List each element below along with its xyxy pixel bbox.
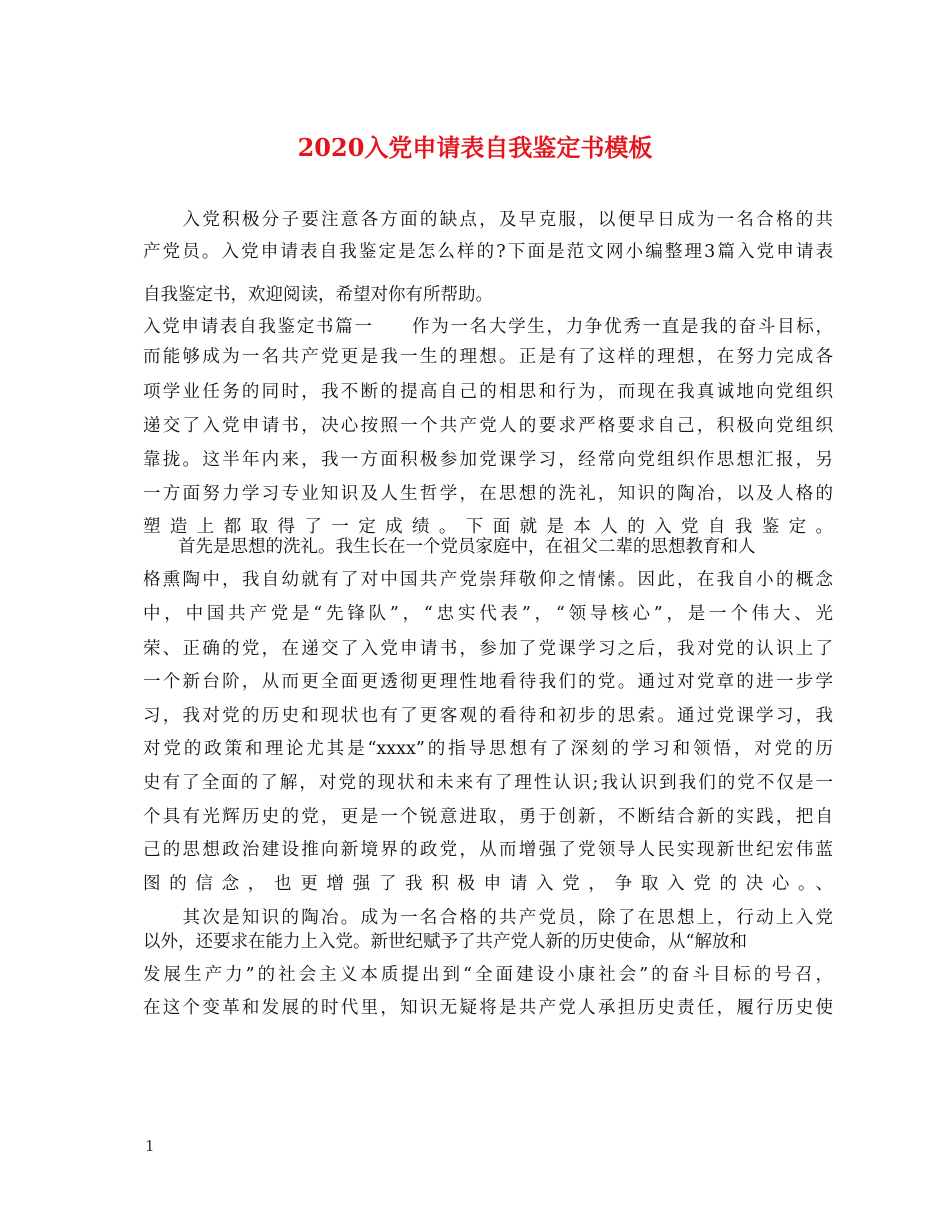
body-line-5: 而能够成为一名共产党更是我一生的理想。正是有了这样的理想，在努力完成各 (143, 347, 833, 367)
body-line-17: 对党的政策和理论尤其是“xxxx”的指导思想有了深刻的学习和领悟，对党的历 (143, 739, 833, 759)
body-line-19: 个具有光辉历史的党，更是一个锐意进取，勇于创新，不断结合新的实践，把自 (143, 807, 833, 827)
body-line-23: 以外，还要求在能力上入党。新世纪赋予了共产党人新的历史使命，从“解放和 (143, 932, 747, 952)
body-line-6: 项学业任务的同时，我不断的提高自己的相思和行为，而现在我真诚地向党组织 (143, 382, 833, 402)
document-title: 2020入党申请表自我鉴定书模板 (297, 133, 653, 162)
page-number: 1 (145, 1137, 155, 1155)
body-line-25: 在这个变革和发展的时代里，知识无疑将是共产党人承担历史责任，履行历史使 (143, 998, 833, 1018)
body-line-10: 塑造上都取得了一定成绩。下面就是本人的入党自我鉴定。 (143, 517, 833, 537)
body-line-24: 发展生产力”的社会主义本质提出到“全面建设小康社会”的奋斗目标的号召， (143, 965, 833, 985)
body-line-8: 靠拢。这半年内来，我一方面积极参加党课学习，经常向党组织作思想汇报，另 (143, 450, 833, 470)
body-line-11: 首先是思想的洗礼。我生长在一个党员家庭中，在祖父二辈的思想教育和人 (143, 537, 756, 557)
body-line-16: 习，我对党的历史和现状也有了更客观的看待和初步的思索。通过党课学习，我 (143, 706, 833, 726)
body-line-14: 荣、正确的党，在递交了入党申请书，参加了党课学习之后，我对党的认识上了 (143, 639, 833, 659)
body-line-9: 一方面努力学习专业知识及人生哲学，在思想的洗礼，知识的陶冶，以及人格的 (143, 484, 833, 504)
body-line-3: 自我鉴定书，欢迎阅读，希望对你有所帮助。 (143, 285, 493, 305)
body-line-13: 中，中国共产党是“先锋队”，“忠实代表”，“领导核心”，是一个伟大、光 (143, 604, 833, 624)
body-line-22: 其次是知识的陶冶。成为一名合格的共产党员，除了在思想上，行动上入党 (143, 908, 833, 928)
body-line-1: 入党积极分子要注意各方面的缺点，及早克服，以便早日成为一名合格的共 (143, 210, 833, 230)
body-line-15: 一个新台阶，从而更全面更透彻更理性地看待我们的党。通过对党章的进一步学 (143, 672, 833, 692)
body-line-21: 图的信念，也更增强了我积极申请入党，争取入党的决心。、 (143, 874, 833, 894)
body-line-4: 入党申请表自我鉴定书篇一 作为一名大学生，力争优秀一直是我的奋斗目标， (143, 317, 833, 337)
body-line-12: 格熏陶中，我自幼就有了对中国共产党崇拜敬仰之情愫。因此，在我自小的概念 (143, 570, 833, 590)
body-line-18: 史有了全面的了解，对党的现状和未来有了理性认识;我认识到我们的党不仅是一 (143, 773, 833, 793)
body-line-7: 递交了入党申请书，决心按照一个共产党人的要求严格要求自己，积极向党组织 (143, 416, 833, 436)
body-line-2: 产党员。入党申请表自我鉴定是怎么样的?下面是范文网小编整理3篇入党申请表 (143, 242, 833, 262)
body-line-20: 己的思想政治建设推向新境界的政党，从而增强了党领导人民实现新世纪宏伟蓝 (143, 840, 833, 860)
